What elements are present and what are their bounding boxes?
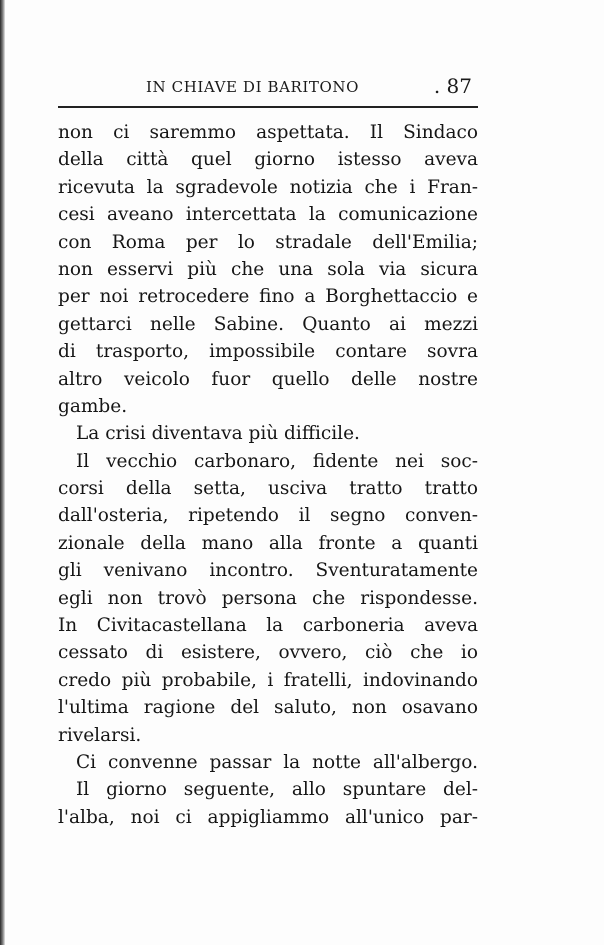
text-line: cessato di esistere, ovvero, ciò che io [58,642,478,664]
text-line: rivelarsi. [58,724,142,746]
page-binding-edge [0,0,5,945]
body-text [58,119,478,831]
text-line: di trasporto, impossibile contare sovra [58,341,478,363]
text-line: ricevuta la sgradevole notizia che i Fran- [58,176,478,198]
text-line: credo più probabile, i fratelli, indovinando [58,669,478,691]
text-line: La crisi diventava più difficile. [76,423,360,445]
text-line: gli venivano incontro. Sventuratamente [58,560,478,582]
text-line: della città quel giorno istesso aveva [58,149,478,171]
text-line: l'alba, noi ci appigliammo all'unico par- [58,806,478,828]
page-header [60,74,476,100]
text-line: per noi retrocedere fino a Borghettaccio e [58,286,478,308]
text-line: Ci convenne passar la notte all'albergo. [76,751,478,773]
text-line: non esservi più che una sola via sicura [58,258,478,280]
text-line: dall'osteria, ripetendo il segno conven- [58,505,478,527]
text-line: Il vecchio carbonaro, fidente nei soc- [76,450,478,472]
text-line: gambe. [58,395,128,417]
text-line: Il giorno seguente, allo spuntare del- [76,779,478,801]
text-line: zionale della mano alla fronte a quanti [58,532,478,554]
text-line: egli non trovò persona che rispondesse. [58,587,478,609]
page-number: . 87 [433,74,472,98]
text-line: gettarci nelle Sabine. Quanto ai mezzi [58,313,478,335]
text-line: cesi aveano intercettata la comunicazione [58,204,478,226]
text-line: altro veicolo fuor quello delle nostre [58,368,478,390]
text-line: corsi della setta, usciva tratto tratto [58,478,478,500]
text-line: con Roma per lo stradale dell'Emilia; [58,231,478,253]
header-rule [58,106,478,108]
running-title: IN CHIAVE DI BARITONO [146,78,360,96]
text-line: non ci saremmo aspettata. Il Sindaco [58,122,478,143]
text-line: l'ultima ragione del saluto, non osavano [58,697,478,719]
text-line: In Civitacastellana la carboneria aveva [58,615,478,637]
